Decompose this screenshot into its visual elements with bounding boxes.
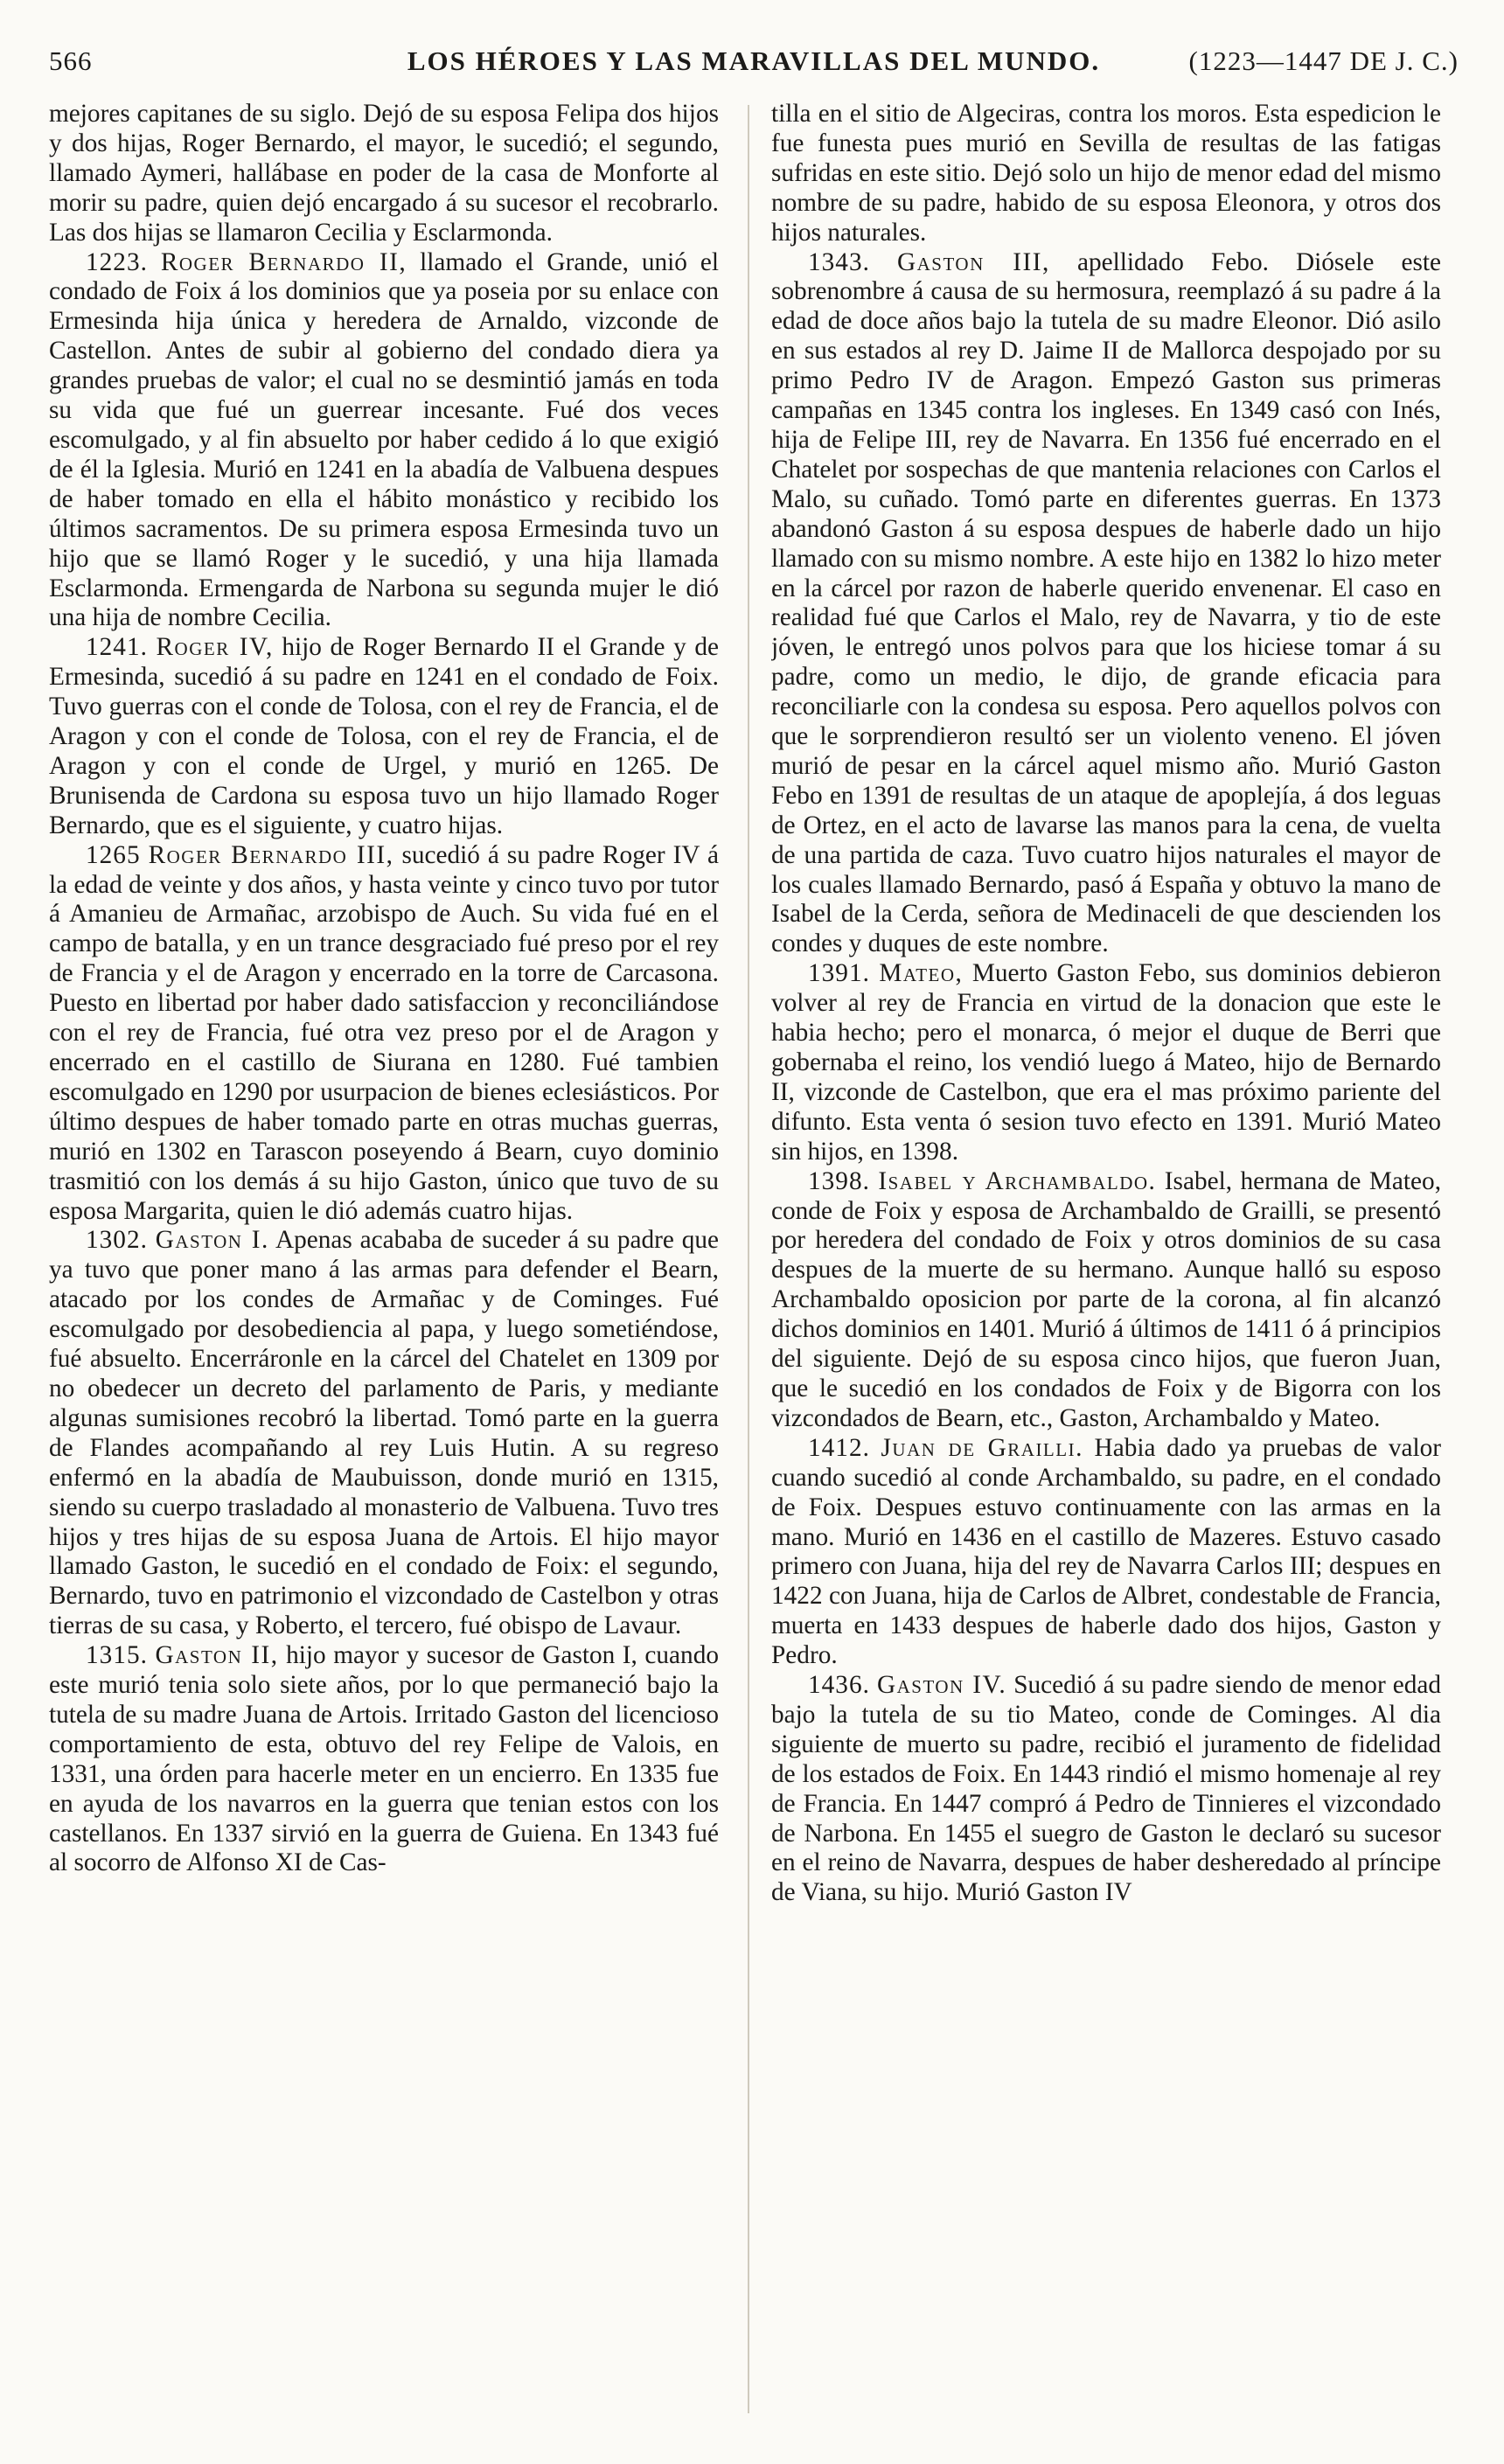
- entry-paragraph: [771, 959, 1441, 1166]
- entry-name: Juan de Grailli.: [881, 1433, 1083, 1462]
- entry-text: apellidado Febo. Diósele este sobrenombre á causa de su hermosura, reemplazó á su padre á la edad de doce años bajo la tutela de su madre Eleonor. Dió asilo en sus estados al rey D. Jaime II de Mallorca despojado por su primo Pedro IV de Aragon. Empezó Gaston sus primeras campañas en 1345 contra los ingleses. En 1349 casó con Inés, hija de Felipe III, rey de Navarra. En 1356 fué encerrado en el Chatelet por sospechas de que mantenia relaciones con Carlos el Malo, su cuñado. Tomó parte en diferentes guerras. En 1373 abandonó Gaston á su esposa despues de haberle dado un hijo llamado con su mismo nombre. A este hijo en 1382 lo hizo meter en la cárcel por razon de haberle querido envenenar. El caso en realidad fué que Carlos el Malo, rey de Navarra, y tio de este jóven, le entregó unos polvos para que los hiciese tomar á su padre, como un medio, le dijo, de grande eficacia para reconciliarle con la condesa su esposa. Pero aquellos polvos con que le sorprendieron resultó ser un violento veneno. El jóven murió de pesar en la cárcel aquel mismo año. Murió Gaston Febo en 1391 de resultas de un ataque de apoplejía, á dos leguas de Ortez, en el acto de lavarse las manos para la cena, de vuelta de una partida de caza. Tuvo cuatro hijos naturales el mayor de los cuales llamado Bernardo, pasó á España y obtuvo la mano de Isabel de la Cerda, señora de Medinaceli de que descienden los condes y duques de este nombre.: [771, 247, 1441, 958]
- column-divider: [748, 105, 749, 2413]
- page-title: LOS HÉROES Y LAS MARAVILLAS DEL MUNDO.: [407, 45, 1101, 76]
- entry-year: 1412.: [808, 1433, 870, 1462]
- entry-name: Gaston I.: [155, 1226, 269, 1255]
- entry-paragraph: [771, 248, 1441, 960]
- entry-paragraph: [49, 1641, 719, 1878]
- entry-text: Sucedió á su padre siendo de menor edad bajo la tutela de su tio Mateo, conde de Cominges. Al dia siguiente de muerto su padre, recibió el juramento de fidelidad de los estados de Foix. En 1443 rindió el mismo homenaje al rey de Francia. En 1447 compró á Pedro de Tinnieres el vizcondado de Narbona. En 1455 el suegro de Gaston le declaró su sucesor en el reino de Navarra, despues de haber desheredado al príncipe de Viana, su hijo. Murió Gaston IV: [771, 1671, 1441, 1907]
- paragraph: [49, 100, 719, 248]
- paragraph-text: tilla en el sitio de Algeciras, contra los moros. Esta espedicion le fue funesta pues murió en Sevilla de resultas de las fatigas sufridas en este sitio. Dejó solo un hijo de menor edad del mismo nombre de su padre, habido de su esposa Eleonora, y otros dos hijos naturales.: [771, 100, 1441, 247]
- entry-paragraph: [49, 841, 719, 1227]
- entry-name: Gaston III,: [896, 247, 1050, 276]
- entry-text: hijo de Roger Bernardo II el Grande y de Ermesinda, sucedió á su padre en 1241 en el condado de Foix. Tuvo guerras con el conde de Tolosa, con el rey de Francia, el de Aragon y con el conde de Tolosa, con el rey de Francia, el de Aragon y con el conde de Urgel, y murió en 1265. De Brunisenda de Cardona su esposa tuvo un hijo llamado Roger Bernardo, que es el siguiente, y cuatro hijas.: [49, 633, 719, 839]
- entry-text: Muerto Gaston Febo, sus dominios debieron volver al rey de Francia en virtud de la donacion que este le habia hecho; pero el monarca, ó mejor el duque de Berri que gobernaba el reino, los vendió luego á Mateo, hijo de Bernardo II, vizconde de Castelbon, que era el mas próximo pariente del difunto. Esta venta ó sesion tuvo efecto en 1391. Murió Mateo sin hijos, en 1398.: [771, 959, 1441, 1166]
- entry-year: 1391.: [808, 959, 870, 988]
- entry-paragraph: [49, 248, 719, 634]
- right-column: [771, 100, 1441, 2417]
- page-number: 566: [49, 45, 93, 76]
- entry-text: hijo mayor y sucesor de Gaston I, cuando este murió tenia solo siete años, por lo que permaneció bajo la tutela de su madre Juana de Artois. Irritado Gaston del licencioso comportamiento de esta, obtuvo del rey Felipe de Valois, en 1331, una órden para hacerle meter en un encierro. En 1335 fue en ayuda de los navarros en la guerra que tenian estos con los castellanos. En 1337 sirvió en la guerra de Guiena. En 1343 fué al socorro de Alfonso XI de Cas-: [49, 1641, 719, 1877]
- entry-name: Roger Bernardo III,: [148, 840, 394, 869]
- entry-year: 1436.: [808, 1671, 870, 1700]
- entry-year: 1398.: [808, 1166, 870, 1195]
- entry-text: sucedió á su padre Roger IV á la edad de veinte y dos años, y hasta veinte y cinco tuvo por tutor á Amanieu de Armañac, arzobispo de Auch. Su vida fué en el campo de batalla, y en un trance desgraciado fué preso por el rey de Francia y el de Aragon y encerrado en la torre de Carcasona. Puesto en libertad por haber dado satisfaccion y reconciliándose con el rey de Francia, fué otra vez preso por el de Aragon y encerrado en el castillo de Siurana en 1280. Fué tambien escomulgado en 1290 por usurpacion de bienes eclesiásticos. Por último despues de haber tomado parte en otras muchas guerras, murió en 1302 en Tarascon poseyendo á Bearn, cuyo dominio trasmitió con los demás á su hijo Gaston, único que tuvo de su esposa Margarita, quien le dió además cuatro hijas.: [49, 840, 719, 1225]
- entry-text: Isabel, hermana de Mateo, conde de Foix y esposa de Archambaldo de Grailli, se presentó por heredera del condado de Foix y otros dominios de su casa despues de la muerte de su hermano. Aunque halló su esposo Archambaldo oposicion por parte de la corona, al fin alcanzó dichos dominios en 1401. Murió á últimos de 1411 ó á principios del siguiente. Dejó de su esposa cinco hijos, que fueron Juan, que le sucedió en los condados de Foix y de Bigorra con los vizcondados de Bearn, etc., Gaston, Archambaldo y Mateo.: [771, 1166, 1441, 1432]
- entry-paragraph: [49, 633, 719, 840]
- entry-paragraph: [771, 1167, 1441, 1434]
- paragraph: [771, 100, 1441, 248]
- entry-paragraph: [49, 1226, 719, 1641]
- entry-text: Apenas acababa de suceder á su padre que ya tuvo que poner mano á las armas para defender el Bearn, atacado por los condes de Armañac y de Cominges. Fué escomulgado por desobediencia al papa, y luego sometiéndose, fué absuelto. Encerráronle en la cárcel del Chatelet en 1309 por no obedecer un decreto del parlamento de Paris, y mediante algunas sumisiones recobró la libertad. Tomó parte en la guerra de Flandes acompañando al rey Luis Hutin. A su regreso enfermó en la abadía de Maubuisson, donde murió en 1315, siendo su cuerpo trasladado al monasterio de Valbuena. Tuvo tres hijos y tres hijas de su esposa Juana de Artois. El hijo mayor llamado Gaston, le sucedió en el condado de Foix: el segundo, Bernardo, tuvo en patrimonio el vizcondado de Castelbon y otras tierras de su casa, y Roberto, el tercero, fué obispo de Lavaur.: [49, 1226, 719, 1640]
- entry-name: Roger Bernardo II,: [160, 247, 407, 276]
- entry-text: llamado el Grande, unió el condado de Foix á los dominios que ya poseia por su enlace con Ermesinda hija única y heredera de Arnaldo, vizconde de Castellon. Antes de subir al gobierno del condado diera ya grandes pruebas de valor; el cual no se desmintió jamás en toda su vida que fué un guerrear incesante. Fué dos veces escomulgado, y al fin absuelto por haber cedido á lo que exigió de él la Iglesia. Murió en 1241 en la abadía de Valbuena despues de haber tomado en ella el hábito monástico y recibido los últimos sacramentos. De su primera esposa Ermesinda tuvo un hijo que se llamó Roger y le sucedió, y una hija llamada Esclarmonda. Ermengarda de Narbona su segunda mujer le dió una hija de nombre Cecilia.: [49, 247, 719, 632]
- entry-paragraph: [771, 1671, 1441, 1908]
- entry-year: 1241.: [86, 633, 148, 662]
- entry-year: 1302.: [86, 1226, 148, 1255]
- entry-name: Gaston II,: [155, 1641, 279, 1670]
- entry-year: 1265: [86, 840, 141, 869]
- left-column: [49, 100, 719, 2417]
- running-header: [49, 45, 1459, 94]
- entry-name: Isabel y Archambaldo.: [878, 1166, 1157, 1195]
- entry-year: 1223.: [86, 247, 148, 276]
- paragraph-text: mejores capitanes de su siglo. Dejó de su esposa Felipa dos hijos y dos hijas, Roger Bernardo, el mayor, le sucedió; el segundo, llamado Aymeri, hallábase en poder de la casa de Monforte al morir su padre, quien dejó encargado á su sucesor el recobrarlo. Las dos hijas se llamaron Cecilia y Esclarmonda.: [49, 100, 719, 247]
- entry-name: Gaston IV.: [876, 1671, 1007, 1700]
- date-range: (1223—1447 DE J. C.): [1188, 45, 1459, 76]
- entry-year: 1343.: [808, 247, 870, 276]
- entry-name: Roger IV,: [156, 633, 274, 662]
- entry-name: Mateo,: [879, 959, 964, 988]
- entry-paragraph: [771, 1434, 1441, 1671]
- entry-year: 1315.: [86, 1641, 148, 1670]
- entry-text: Habia dado ya pruebas de valor cuando sucedió al conde Archambaldo, su padre, en el condado de Foix. Despues estuvo continuamente con las armas en la mano. Murió en 1436 en el castillo de Mazeres. Estuvo casado primero con Juana, hija del rey de Navarra Carlos III; despues en 1422 con Juana, hija de Carlos de Albret, condestable de Francia, muerta en 1433 despues de haberle dado dos hijos, Gaston y Pedro.: [771, 1433, 1441, 1670]
